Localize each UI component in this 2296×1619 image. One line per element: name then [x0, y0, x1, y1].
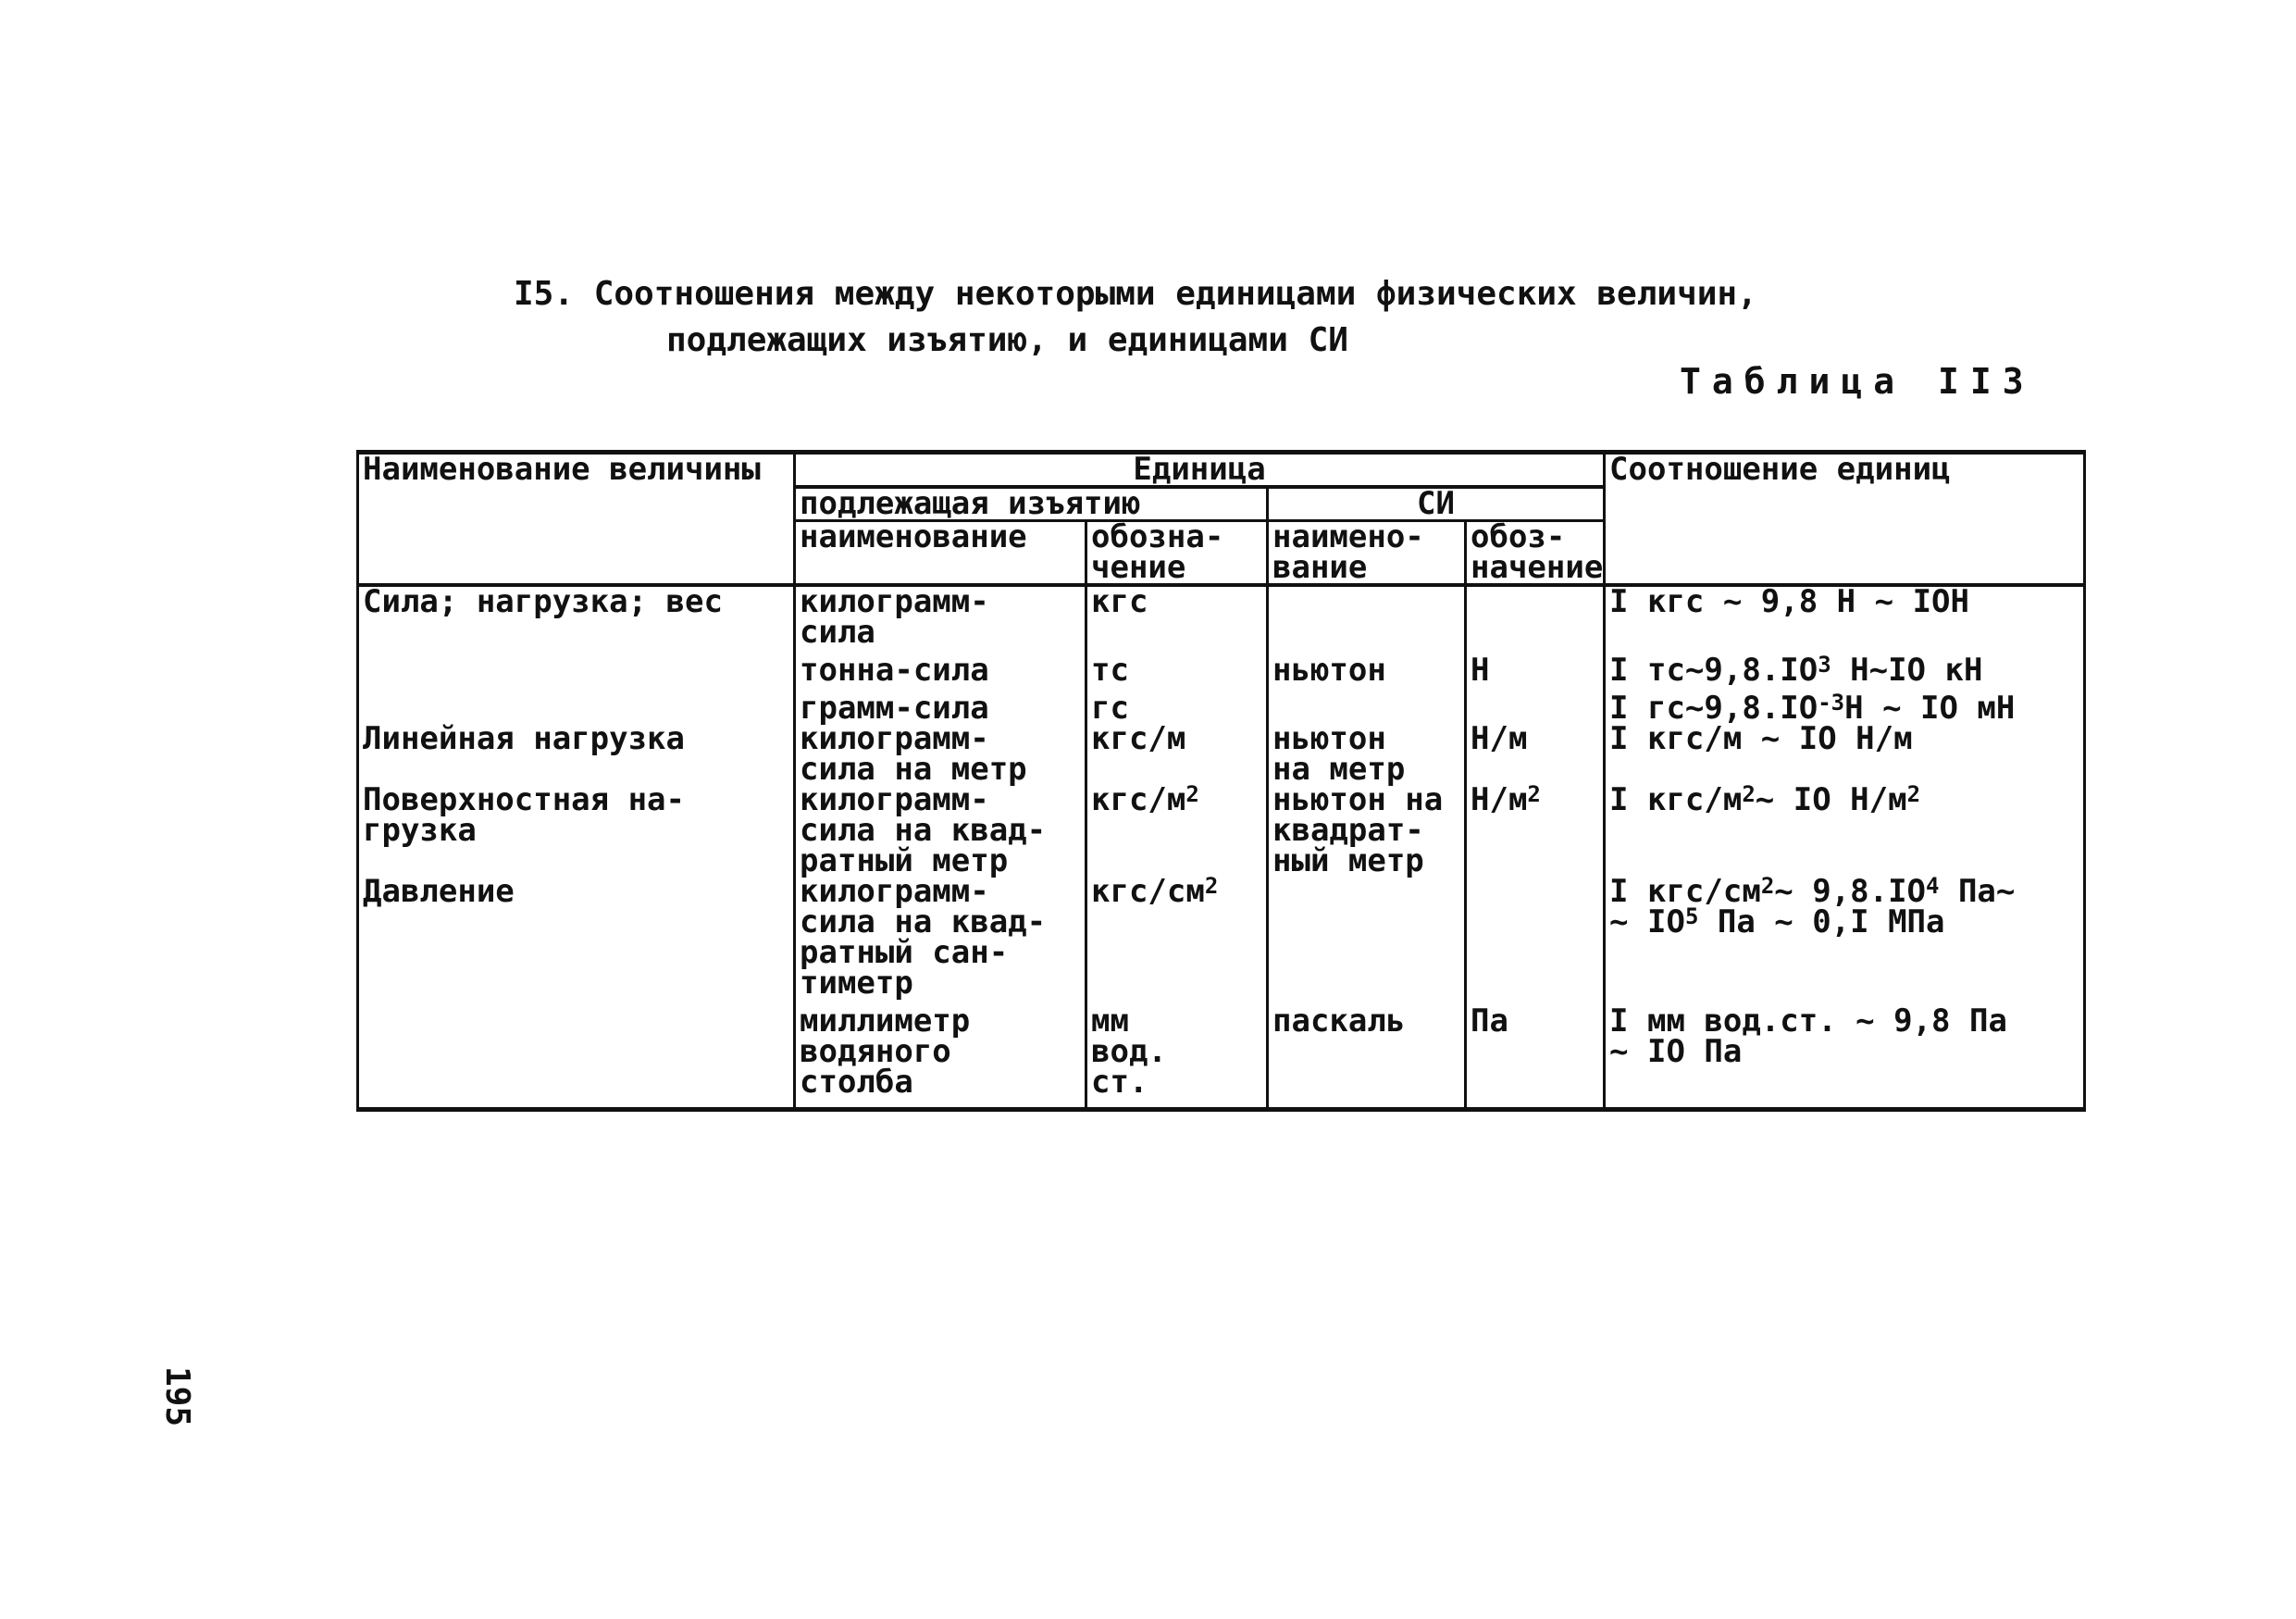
cell-withdrawn-symbol — [1086, 999, 1268, 1110]
name-line: ратный метр — [800, 842, 1009, 879]
header-withdrawn-name: наименование — [795, 521, 1086, 586]
si-name-line: ньютон на — [1272, 781, 1444, 818]
table-row — [358, 785, 2085, 877]
name-line: сила на квад- — [800, 903, 1047, 940]
ratio-part: ~ IO — [1609, 903, 1685, 940]
cell-si-name — [1268, 781, 1466, 879]
cell-withdrawn-name — [795, 781, 1086, 879]
table-row — [358, 648, 2085, 686]
cell-withdrawn-name: тонна-сила — [795, 648, 1086, 686]
name-line: тиметр — [800, 965, 913, 1002]
table-row — [358, 724, 2085, 785]
ratio-part: Па~ — [1939, 873, 2016, 910]
ratio-part: Па ~ 0,I МПа — [1698, 903, 1945, 940]
cell-withdrawn-name — [795, 720, 1086, 788]
table-heading — [514, 271, 1757, 364]
cell-ratio — [1605, 781, 2085, 877]
name-line: килограмм- — [800, 873, 989, 910]
name-line: ратный сан- — [800, 934, 1009, 971]
cell-quantity: Сила; нагрузка; вес — [358, 585, 795, 648]
name-line: килограмм- — [800, 781, 989, 818]
ratio-part: I кгс/м — [1609, 781, 1743, 818]
cell-quantity — [358, 999, 795, 1110]
cell-si-symbol — [1466, 781, 1605, 877]
symbol-text: кгс/м — [1091, 781, 1186, 818]
header-row-1 — [358, 453, 2085, 488]
si-symbol-exponent: 2 — [1527, 781, 1541, 807]
header-withdrawn-symbol-line-1: обозна- — [1091, 518, 1224, 555]
table-row — [358, 585, 2085, 648]
cell-quantity: Линейная нагрузка — [358, 724, 795, 785]
cell-ratio — [1605, 873, 2085, 999]
cell-ratio — [1605, 686, 2085, 727]
ratio-exponent: 2 — [1742, 781, 1756, 807]
cell-withdrawn-name: грамм-сила — [795, 686, 1086, 724]
cell-withdrawn-name — [795, 999, 1086, 1110]
ratio-exponent: 4 — [1926, 873, 1940, 899]
name-line: сила на квад- — [800, 812, 1047, 849]
quantity-line: Поверхностная на- — [363, 781, 685, 818]
header-withdrawn-symbol-line-2: чение — [1091, 549, 1186, 586]
cell-withdrawn-symbol: тс — [1086, 648, 1268, 686]
cell-si-name: паскаль — [1268, 999, 1466, 1110]
ratio-exponent: 2 — [1906, 781, 1921, 807]
ratio-part: I тс~9,8.IO — [1609, 652, 1818, 689]
cell-withdrawn-symbol — [1086, 873, 1268, 999]
cell-ratio — [1605, 999, 2085, 1110]
ratio-part: ~ IO Н/м — [1755, 781, 1907, 818]
name-line: сила — [800, 614, 875, 651]
table-row — [358, 877, 2085, 999]
ratio-part: I кгс/см — [1609, 873, 1761, 910]
header-si-symbol-line-1: обоз- — [1471, 518, 1566, 555]
ratio-exponent: 3 — [1818, 652, 1831, 678]
ratio-part: Н ~ IO мН — [1844, 690, 2016, 727]
quantity-line: грузка — [363, 812, 477, 849]
header-si-name-line-1: наимено- — [1272, 518, 1424, 555]
table-row — [358, 686, 2085, 724]
cell-withdrawn-symbol: кгс — [1086, 585, 1268, 648]
name-line: водяного — [800, 1033, 951, 1070]
cell-si-symbol: Н/м — [1466, 724, 1605, 785]
cell-si-name — [1268, 877, 1466, 999]
cell-si-symbol — [1466, 877, 1605, 999]
cell-withdrawn-name — [795, 873, 1086, 1002]
ratio-part: Н~IO кН — [1831, 652, 1983, 689]
table-label: Таблица II3 — [1680, 361, 2035, 402]
header-ratio: Соотношение единиц — [1605, 453, 2085, 586]
cell-quantity — [358, 648, 795, 686]
cell-ratio: I кгс ~ 9,8 Н ~ IОН — [1605, 585, 2085, 648]
header-si-symbol-line-2: начение — [1471, 549, 1604, 586]
symbol-line: мм — [1091, 1003, 1129, 1040]
si-symbol-text: Н/м — [1471, 781, 1528, 818]
cell-si-symbol — [1466, 585, 1605, 648]
symbol-line: ст. — [1091, 1064, 1148, 1101]
si-name-line: на метр — [1272, 751, 1406, 788]
cell-si-name — [1268, 585, 1466, 648]
name-line: сила на метр — [800, 751, 1027, 788]
cell-ratio — [1605, 648, 2085, 689]
ratio-part: ~ 9,8.IO — [1774, 873, 1927, 910]
name-line: килограмм- — [800, 720, 989, 757]
cell-withdrawn-symbol: гс — [1086, 686, 1268, 724]
ratio-line: ~ IO Па — [1609, 1033, 1743, 1070]
symbol-line: вод. — [1091, 1033, 1167, 1070]
ratio-part: I гс~9,8.IO — [1609, 690, 1818, 727]
header-si: СИ — [1268, 487, 1605, 521]
page-number: 195 — [158, 1366, 196, 1427]
si-name-line: ньютон — [1272, 720, 1386, 757]
cell-withdrawn-name — [795, 583, 1086, 651]
ratio-line: I мм вод.ст. ~ 9,8 Па — [1609, 1003, 2007, 1040]
header-quantity: Наименование величины — [358, 453, 795, 586]
header-si-symbol — [1466, 518, 1605, 586]
cell-withdrawn-symbol — [1086, 781, 1268, 877]
header-withdrawn-symbol — [1086, 518, 1268, 586]
cell-quantity: Давление — [358, 877, 795, 999]
ratio-exponent: 5 — [1684, 903, 1699, 929]
si-name-line: квадрат- — [1272, 812, 1424, 849]
cell-ratio: I кгс/м ~ IO Н/м — [1605, 724, 2085, 785]
cell-si-symbol — [1466, 686, 1605, 724]
ratio-exponent: 2 — [1760, 873, 1775, 899]
cell-quantity — [358, 781, 795, 877]
name-line: миллиметр — [800, 1003, 971, 1040]
ratio-line — [1609, 903, 2079, 940]
header-unit: Единица — [795, 453, 1605, 488]
symbol-text: кгс/см — [1091, 873, 1205, 910]
units-table — [356, 450, 2086, 1112]
si-name-line: ный метр — [1272, 842, 1424, 879]
cell-withdrawn-symbol: кгс/м — [1086, 724, 1268, 785]
heading-line-2: подлежащих изъятию, и единицами СИ — [666, 321, 1348, 359]
cell-si-name — [1268, 686, 1466, 724]
cell-si-symbol: Н — [1466, 648, 1605, 686]
cell-si-name — [1268, 720, 1466, 788]
heading-line-1: I5. Соотношения между некоторыми единицами физических величин, — [514, 275, 1757, 313]
cell-quantity — [358, 686, 795, 724]
table-row — [358, 999, 2085, 1110]
ratio-exponent: -3 — [1818, 690, 1845, 716]
name-line: килограмм- — [800, 583, 989, 620]
cell-si-name: ньютон — [1268, 648, 1466, 686]
symbol-exponent: 2 — [1185, 781, 1199, 807]
header-si-name — [1268, 518, 1466, 586]
symbol-exponent: 2 — [1204, 873, 1219, 899]
header-si-name-line-2: вание — [1272, 549, 1368, 586]
header-withdrawn: подлежащая изъятию — [795, 487, 1268, 521]
cell-si-symbol: Па — [1466, 999, 1605, 1110]
name-line: столба — [800, 1064, 913, 1101]
